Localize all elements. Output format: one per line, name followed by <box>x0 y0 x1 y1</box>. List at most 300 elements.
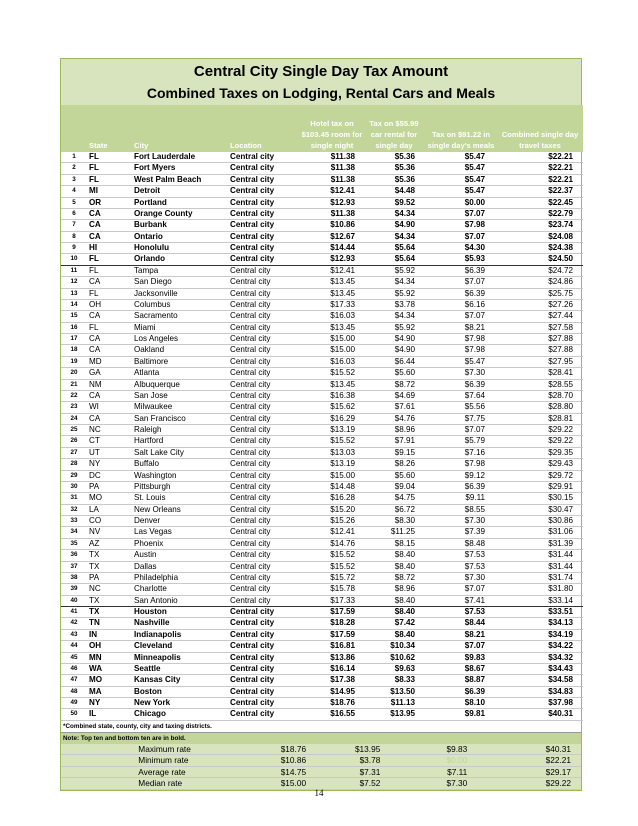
location-cell: Central city <box>230 493 271 503</box>
tax-table <box>61 105 583 721</box>
rank-cell: 24 <box>70 414 78 422</box>
hotel-tax-cell: $15.62 <box>330 402 355 412</box>
location-cell: Central city <box>230 334 271 343</box>
state-cell: OH <box>89 641 102 651</box>
car-tax-cell: $9.52 <box>394 197 415 207</box>
summary-spacer <box>89 744 139 755</box>
table-row <box>61 197 583 208</box>
table-row <box>61 436 583 447</box>
city-cell: Indianapolis <box>134 629 182 639</box>
meals-tax-cell: $7.53 <box>464 550 485 560</box>
table-row <box>61 243 583 254</box>
combined-tax-cell: $24.86 <box>548 277 573 287</box>
car-tax-cell: $8.40 <box>394 595 415 605</box>
car-tax-cell: $3.78 <box>394 299 415 309</box>
rank-cell: 8 <box>72 232 76 240</box>
summary-car: $3.78 <box>314 755 390 767</box>
combined-tax-cell: $28.70 <box>548 390 573 400</box>
location-cell: Central city <box>230 152 275 161</box>
car-tax-cell: $4.48 <box>394 186 415 196</box>
combined-tax-cell: $33.51 <box>548 607 573 616</box>
car-tax-cell: $4.90 <box>394 345 415 355</box>
location-cell: Central city <box>230 163 275 173</box>
city-cell: Orange County <box>134 208 193 218</box>
location-cell: Central city <box>230 675 275 685</box>
table-row <box>61 299 583 310</box>
state-cell: CT <box>89 436 100 446</box>
state-cell: FL <box>89 174 99 184</box>
summary-spacer <box>61 755 89 767</box>
table-row <box>61 493 583 504</box>
meals-tax-cell: $5.47 <box>464 163 485 173</box>
combined-tax-cell: $28.55 <box>548 379 573 389</box>
combined-tax-cell: $34.22 <box>548 641 573 651</box>
city-cell: Milwaukee <box>134 402 173 412</box>
location-cell: Central city <box>230 504 271 514</box>
city-cell: San Diego <box>134 277 172 287</box>
state-cell: FL <box>89 163 99 173</box>
meals-tax-cell: $9.11 <box>465 493 485 503</box>
state-cell: TX <box>89 561 100 571</box>
hotel-tax-cell: $16.28 <box>330 493 355 503</box>
hotel-tax-cell: $15.52 <box>330 550 355 560</box>
hotel-tax-cell: $17.38 <box>330 675 355 685</box>
city-cell: Atlanta <box>134 368 160 378</box>
car-tax-cell: $8.26 <box>394 459 415 469</box>
state-cell: PA <box>89 572 100 582</box>
summary-row <box>61 755 581 767</box>
meals-tax-cell: $6.39 <box>464 686 485 696</box>
combined-tax-cell: $23.74 <box>548 220 573 230</box>
rank-cell: 11 <box>70 266 78 274</box>
rank-cell: 2 <box>72 164 76 172</box>
summary-meals: $7.11 <box>390 766 479 778</box>
rank-cell: 26 <box>70 437 78 445</box>
city-cell: Phoenix <box>134 538 164 548</box>
hotel-tax-cell: $12.41 <box>330 186 355 196</box>
car-tax-cell: $5.36 <box>394 163 415 173</box>
city-cell: New York <box>134 698 171 707</box>
combined-tax-cell: $27.58 <box>548 322 573 332</box>
rank-cell: 45 <box>70 653 78 661</box>
location-cell: Central city <box>230 618 275 628</box>
car-tax-cell: $5.64 <box>394 243 415 252</box>
summary-meals: $9.83 <box>390 744 479 755</box>
meals-tax-cell: $7.53 <box>464 607 485 616</box>
city-cell: San Antonio <box>134 595 178 605</box>
state-cell: NC <box>89 584 101 594</box>
city-cell: Dallas <box>134 561 157 571</box>
location-cell: Central city <box>230 288 271 298</box>
table-row <box>61 163 583 174</box>
car-tax-cell: $4.76 <box>394 413 415 423</box>
summary-spacer <box>61 766 89 778</box>
combined-tax-cell: $30.86 <box>548 516 573 525</box>
meals-tax-cell: $6.39 <box>464 288 485 298</box>
table-row <box>61 311 583 322</box>
car-tax-cell: $5.36 <box>394 174 415 184</box>
rank-cell: 27 <box>70 448 78 456</box>
meals-tax-cell: $7.41 <box>464 595 485 605</box>
table-row <box>61 368 583 379</box>
meals-tax-cell: $4.30 <box>464 243 485 252</box>
location-cell: Central city <box>230 698 275 707</box>
table-row <box>61 186 583 197</box>
meals-tax-cell: $5.47 <box>464 174 485 184</box>
city-cell: Salt Lake City <box>134 447 184 457</box>
hotel-tax-cell: $15.72 <box>330 572 355 582</box>
rank-cell: 50 <box>70 710 78 718</box>
summary-spacer <box>61 744 89 755</box>
city-cell: Pittsburgh <box>134 481 171 491</box>
hotel-tax-cell: $15.00 <box>330 345 355 355</box>
city-cell: San Francisco <box>134 413 186 423</box>
location-cell: Central city <box>230 481 271 491</box>
rank-cell: 19 <box>70 357 78 365</box>
state-cell: FL <box>89 152 99 161</box>
hotel-tax-cell: $16.55 <box>330 709 355 719</box>
combined-tax-cell: $27.88 <box>548 345 573 355</box>
hotel-tax-cell: $16.29 <box>330 413 355 423</box>
city-cell: Tampa <box>134 265 159 275</box>
meals-tax-cell: $8.44 <box>464 618 485 628</box>
rank-cell: 10 <box>70 255 78 263</box>
table-row <box>61 572 583 583</box>
city-cell: Columbus <box>134 299 171 309</box>
meals-tax-cell: $9.12 <box>464 470 485 480</box>
summary-meals: $7.30 <box>390 778 479 790</box>
combined-tax-cell: $31.39 <box>548 538 573 548</box>
combined-tax-cell: $34.58 <box>548 675 573 685</box>
title-block <box>61 59 581 105</box>
combined-tax-cell: $34.43 <box>548 663 573 673</box>
summary-row <box>61 744 581 755</box>
state-cell: CA <box>89 208 101 218</box>
rank-cell: 46 <box>70 664 78 672</box>
state-cell: FL <box>89 254 99 264</box>
city-cell: Nashville <box>134 618 170 628</box>
rank-cell: 17 <box>70 335 78 342</box>
location-cell: Central city <box>230 277 271 287</box>
meals-tax-cell: $8.48 <box>464 538 485 548</box>
car-tax-cell: $5.36 <box>394 152 415 161</box>
hotel-tax-cell: $16.03 <box>330 356 355 366</box>
rank-cell: 21 <box>70 380 78 388</box>
car-tax-cell: $4.34 <box>394 277 415 287</box>
table-row <box>61 334 583 345</box>
car-tax-cell: $4.90 <box>394 334 415 343</box>
car-tax-cell: $8.40 <box>394 607 415 616</box>
meals-tax-cell: $7.98 <box>464 345 485 355</box>
state-cell: MA <box>89 686 102 696</box>
car-tax-cell: $9.15 <box>394 447 415 457</box>
table-row <box>61 425 583 436</box>
table-row <box>61 345 583 356</box>
meals-tax-cell: $7.07 <box>464 208 485 218</box>
state-cell: CA <box>89 220 101 230</box>
city-cell: Fort Lauderdale <box>134 152 196 161</box>
car-tax-cell: $9.04 <box>394 481 415 491</box>
table-row <box>61 356 583 367</box>
state-cell: MO <box>89 675 103 685</box>
location-cell: Central city <box>230 663 275 673</box>
car-tax-cell: $9.63 <box>394 663 415 673</box>
table-row <box>61 174 583 185</box>
combined-tax-cell: $30.47 <box>548 504 573 514</box>
table-row <box>61 584 583 595</box>
state-cell: UT <box>89 447 100 457</box>
hotel-tax-cell: $16.38 <box>330 390 355 400</box>
meals-tax-cell: $8.55 <box>464 504 485 514</box>
table-row <box>61 379 583 390</box>
combined-tax-cell: $29.22 <box>548 425 573 434</box>
meals-tax-cell: $6.39 <box>464 379 485 389</box>
state-cell: OH <box>89 299 102 309</box>
city-cell: Orlando <box>134 254 166 264</box>
meals-tax-cell: $6.39 <box>464 265 485 275</box>
hotel-tax-cell: $15.26 <box>330 516 355 525</box>
summary-label: Minimum rate <box>138 755 240 767</box>
meals-tax-cell: $7.30 <box>464 572 485 582</box>
combined-tax-cell: $34.32 <box>548 652 573 662</box>
rank-cell: 39 <box>70 585 78 593</box>
meals-tax-cell: $7.64 <box>464 390 485 400</box>
meals-tax-cell: $7.07 <box>464 425 485 434</box>
page-number: 14 <box>314 788 324 798</box>
tax-table-sheet <box>60 58 582 791</box>
summary-total: $29.17 <box>479 766 581 778</box>
summary-label: Maximum rate <box>138 744 240 755</box>
rank-cell: 16 <box>70 323 78 331</box>
hotel-tax-cell: $15.20 <box>330 504 355 514</box>
car-tax-cell: $5.92 <box>394 265 415 275</box>
car-tax-header: Tax on $55.99 car rental for single day <box>363 105 425 152</box>
city-cell: Las Vegas <box>134 527 172 537</box>
table-row <box>61 402 583 413</box>
state-cell: WI <box>89 402 99 412</box>
hotel-tax-cell: $15.78 <box>330 584 355 594</box>
state-cell: CA <box>89 390 101 400</box>
state-cell: OR <box>89 197 102 207</box>
car-tax-cell: $5.64 <box>394 254 415 264</box>
combined-tax-cell: $24.50 <box>548 254 573 264</box>
location-cell: Central city <box>230 595 271 605</box>
city-cell: West Palm Beach <box>134 174 202 184</box>
city-cell: San Jose <box>134 390 168 400</box>
car-tax-cell: $4.34 <box>394 311 415 321</box>
rank-cell: 4 <box>72 187 76 195</box>
table-row <box>61 459 583 470</box>
city-cell: Oakland <box>134 345 165 355</box>
combined-tax-cell: $33.14 <box>548 595 573 605</box>
hotel-tax-cell: $12.67 <box>330 231 355 241</box>
location-cell: Central city <box>230 641 275 651</box>
rank-cell: 23 <box>70 403 78 411</box>
summary-body <box>61 744 581 790</box>
meals-tax-cell: $8.10 <box>464 698 485 707</box>
city-cell: Buffalo <box>134 459 160 469</box>
city-cell: Baltimore <box>134 356 169 366</box>
car-tax-cell: $8.96 <box>394 425 415 434</box>
car-tax-cell: $8.33 <box>394 675 415 685</box>
state-cell: CO <box>89 516 102 525</box>
table-row <box>61 709 583 720</box>
combined-tax-cell: $29.43 <box>548 459 573 469</box>
location-cell: Central city <box>230 561 271 571</box>
rank-cell: 30 <box>70 482 78 490</box>
rank-cell: 38 <box>70 573 78 581</box>
table-row <box>61 595 583 606</box>
rank-cell: 5 <box>72 198 76 206</box>
location-cell: Central city <box>230 516 271 525</box>
table-row <box>61 447 583 458</box>
table-row <box>61 288 583 299</box>
combined-tax-cell: $24.38 <box>548 243 573 252</box>
location-cell: Central city <box>230 243 275 252</box>
meals-tax-cell: $6.39 <box>464 481 485 491</box>
combined-tax-cell: $31.74 <box>548 572 573 582</box>
rank-cell: 20 <box>70 369 78 377</box>
combined-tax-header: Combined single day travel taxes <box>497 105 583 152</box>
city-cell: Detroit <box>134 186 161 196</box>
location-cell: Central city <box>230 550 271 560</box>
combined-tax-cell: $28.81 <box>548 413 573 423</box>
state-cell: CA <box>89 413 101 423</box>
location-cell: Central city <box>230 379 271 389</box>
table-row <box>61 641 583 652</box>
city-cell: Portland <box>134 197 167 207</box>
rank-cell: 14 <box>70 300 78 308</box>
meals-tax-cell: $7.53 <box>464 561 485 571</box>
hotel-tax-cell: $11.38 <box>330 163 355 173</box>
combined-tax-cell: $25.75 <box>548 288 573 298</box>
car-tax-cell: $10.62 <box>390 652 415 662</box>
rank-cell: 28 <box>70 460 78 468</box>
location-cell: Central city <box>230 265 271 275</box>
combined-tax-cell: $27.88 <box>548 334 573 343</box>
city-cell: Ontario <box>134 231 163 241</box>
city-cell: Burbank <box>134 220 167 230</box>
state-cell: TX <box>89 595 100 605</box>
hotel-tax-cell: $12.93 <box>330 197 355 207</box>
table-row <box>61 629 583 640</box>
combined-tax-cell: $24.08 <box>548 231 573 241</box>
summary-row <box>61 766 581 778</box>
combined-tax-cell: $28.41 <box>548 368 573 378</box>
state-cell: FL <box>89 288 99 298</box>
meals-tax-cell: $7.98 <box>464 334 485 343</box>
state-cell: NV <box>89 527 101 537</box>
meals-tax-cell: $8.87 <box>464 675 485 685</box>
car-tax-cell: $11.13 <box>390 698 415 707</box>
city-cell: Washington <box>134 470 177 480</box>
hotel-tax-cell: $15.00 <box>330 334 355 343</box>
car-tax-cell: $13.50 <box>390 686 415 696</box>
location-cell: Central city <box>230 447 271 457</box>
hotel-tax-cell: $14.48 <box>330 481 355 491</box>
meals-tax-cell: $7.16 <box>464 447 485 457</box>
meals-tax-cell: $6.16 <box>464 299 485 309</box>
location-cell: Central city <box>230 390 271 400</box>
rank-cell: 6 <box>72 209 76 217</box>
hotel-tax-cell: $13.45 <box>330 288 355 298</box>
city-cell: Fort Myers <box>134 163 176 173</box>
table-row <box>61 481 583 492</box>
table-row <box>61 231 583 242</box>
table-row <box>61 208 583 219</box>
car-tax-cell: $8.30 <box>394 516 415 525</box>
state-cell: CA <box>89 345 101 355</box>
table-row <box>61 698 583 709</box>
hotel-tax-cell: $13.45 <box>330 322 355 332</box>
hotel-tax-cell: $12.41 <box>330 265 355 275</box>
combined-tax-cell: $22.21 <box>548 163 573 173</box>
location-cell: Central city <box>230 345 271 355</box>
car-tax-cell: $4.69 <box>394 390 415 400</box>
location-cell: Central city <box>230 459 271 469</box>
car-tax-cell: $8.72 <box>394 572 415 582</box>
car-tax-cell: $5.60 <box>394 368 415 378</box>
location-cell: Central city <box>230 186 275 196</box>
location-header: Location <box>230 105 301 152</box>
state-cell: TX <box>89 607 100 616</box>
hotel-tax-cell: $13.45 <box>330 379 355 389</box>
state-cell: CA <box>89 334 101 343</box>
table-row <box>61 277 583 288</box>
state-cell: NY <box>89 459 101 469</box>
page-title: Central City Single Day Tax Amount <box>193 63 449 80</box>
summary-hotel: $18.76 <box>240 744 314 755</box>
rank-cell: 25 <box>70 426 78 433</box>
page-subtitle: Combined Taxes on Lodging, Rental Cars and Meals <box>146 85 496 101</box>
combined-tax-cell: $37.98 <box>548 698 573 707</box>
car-tax-cell: $4.90 <box>394 220 415 230</box>
city-cell: Los Angeles <box>134 334 179 343</box>
car-tax-cell: $6.72 <box>394 504 415 514</box>
summary-spacer <box>89 755 139 767</box>
location-cell: Central city <box>230 368 271 378</box>
rank-cell: 1 <box>72 153 76 160</box>
car-tax-cell: $8.40 <box>394 561 415 571</box>
summary-total: $22.21 <box>479 755 581 767</box>
combined-tax-cell: $24.72 <box>548 265 573 275</box>
hotel-tax-cell: $13.19 <box>330 425 355 434</box>
table-row <box>61 607 583 618</box>
meals-tax-cell: $8.21 <box>464 322 485 332</box>
hotel-tax-cell: $12.93 <box>330 254 355 264</box>
state-cell: FL <box>89 322 99 332</box>
meals-tax-cell: $8.21 <box>464 629 485 639</box>
hotel-tax-header: Hotel tax on $103.45 room for single night <box>301 105 363 152</box>
meals-tax-cell: $7.30 <box>464 368 485 378</box>
meals-tax-cell: $7.07 <box>464 311 485 321</box>
rank-cell: 49 <box>70 699 78 706</box>
location-cell: Central city <box>230 356 271 366</box>
car-tax-cell: $13.95 <box>390 709 415 719</box>
combined-tax-cell: $29.35 <box>548 447 573 457</box>
summary-hotel: $10.86 <box>240 755 314 767</box>
meals-tax-cell: $9.81 <box>464 709 485 719</box>
car-tax-cell: $4.75 <box>394 493 415 503</box>
combined-tax-cell: $28.80 <box>548 402 573 412</box>
rank-cell: 47 <box>70 676 78 684</box>
meals-tax-cell: $5.93 <box>464 254 485 264</box>
city-cell: Raleigh <box>134 425 162 434</box>
meals-tax-cell: $7.75 <box>464 413 485 423</box>
table-row <box>61 663 583 674</box>
location-cell: Central city <box>230 527 271 537</box>
location-cell: Central city <box>230 231 275 241</box>
